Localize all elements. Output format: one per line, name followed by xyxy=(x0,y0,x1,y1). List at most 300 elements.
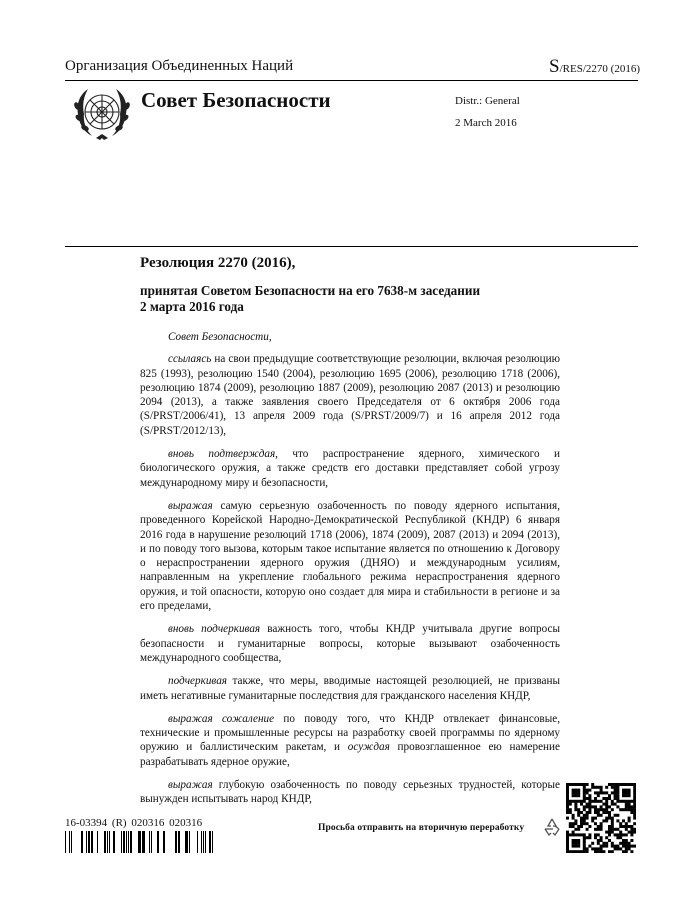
qr-module xyxy=(594,836,597,839)
qr-module xyxy=(622,850,625,853)
qr-module xyxy=(574,833,577,836)
qr-module xyxy=(566,786,569,789)
qr-module xyxy=(611,800,614,803)
qr-module xyxy=(569,808,572,811)
qr-module xyxy=(622,794,625,797)
qr-module xyxy=(597,794,600,797)
qr-module xyxy=(628,805,631,808)
qr-module xyxy=(616,800,619,803)
qr-module xyxy=(628,800,631,803)
qr-module xyxy=(566,789,569,792)
qr-module xyxy=(616,845,619,848)
qr-module xyxy=(588,811,591,814)
qr-module xyxy=(614,814,617,817)
qr-module xyxy=(622,789,625,792)
qr-module xyxy=(630,839,633,842)
qr-module xyxy=(583,783,586,786)
recycle-icon xyxy=(541,816,563,838)
barcode-bar xyxy=(175,831,177,853)
qr-module xyxy=(594,833,597,836)
resolution-title: Резолюция 2270 (2016), xyxy=(140,255,296,271)
qr-module xyxy=(605,842,608,845)
qr-module xyxy=(588,800,591,803)
qr-module xyxy=(608,794,611,797)
qr-module xyxy=(600,839,603,842)
qr-module xyxy=(625,850,628,853)
qr-module xyxy=(633,808,636,811)
qr-module xyxy=(611,825,614,828)
qr-module xyxy=(580,803,583,806)
qr-module xyxy=(622,842,625,845)
qr-module xyxy=(577,791,580,794)
qr-module xyxy=(574,803,577,806)
qr-module xyxy=(586,811,589,814)
qr-module xyxy=(622,791,625,794)
qr-module xyxy=(583,794,586,797)
qr-module xyxy=(622,825,625,828)
p6-text-b: провозглашенное ею намерение разрабатывать ядерное оружие, xyxy=(140,741,560,768)
qr-module xyxy=(619,833,622,836)
qr-module xyxy=(594,847,597,850)
qr-module xyxy=(597,814,600,817)
qr-module xyxy=(594,797,597,800)
qr-module xyxy=(616,814,619,817)
qr-module xyxy=(605,831,608,834)
qr-module xyxy=(614,791,617,794)
qr-module xyxy=(591,805,594,808)
qr-module xyxy=(597,839,600,842)
qr-module xyxy=(577,842,580,845)
qr-module xyxy=(600,828,603,831)
preamble-paragraph-3 xyxy=(140,499,560,613)
p3-lead: выражая xyxy=(168,499,213,512)
qr-module xyxy=(583,789,586,792)
qr-module xyxy=(611,783,614,786)
qr-module xyxy=(591,842,594,845)
qr-module xyxy=(628,845,631,848)
qr-module xyxy=(625,794,628,797)
p4-text: важность того, чтобы КНДР учитывала другие вопросы безопасности и гуманитарные вопросы, которые вызывают озабоченность международного сообщества, xyxy=(140,623,560,664)
p7-text: глубокую озабоченность по поводу серьезных трудностей, которые вынужден испытывать народ КНДР, xyxy=(140,779,560,806)
qr-module xyxy=(577,783,580,786)
qr-module xyxy=(602,842,605,845)
qr-module xyxy=(605,791,608,794)
qr-module xyxy=(591,783,594,786)
qr-module xyxy=(566,808,569,811)
qr-module xyxy=(600,847,603,850)
qr-module xyxy=(566,783,569,786)
barcode-bar xyxy=(203,831,204,853)
qr-module xyxy=(625,847,628,850)
qr-module xyxy=(572,814,575,817)
qr-module xyxy=(625,808,628,811)
qr-module xyxy=(580,825,583,828)
qr-module xyxy=(597,800,600,803)
qr-module xyxy=(608,839,611,842)
qr-module xyxy=(605,845,608,848)
qr-module xyxy=(622,833,625,836)
symbol-rest: /RES/2270 (2016) xyxy=(559,63,640,75)
qr-module xyxy=(572,845,575,848)
barcode-bar xyxy=(138,831,141,853)
qr-module xyxy=(628,803,631,806)
qr-module xyxy=(625,822,628,825)
qr-module xyxy=(583,817,586,820)
qr-module xyxy=(611,850,614,853)
qr-module xyxy=(633,783,636,786)
qr-module xyxy=(611,791,614,794)
qr-module xyxy=(577,794,580,797)
preamble-paragraph-4 xyxy=(140,622,560,665)
qr-module xyxy=(605,797,608,800)
barcode-bar xyxy=(88,831,90,853)
qr-module xyxy=(625,839,628,842)
qr-module xyxy=(577,800,580,803)
qr-module xyxy=(588,825,591,828)
qr-module xyxy=(633,786,636,789)
qr-module xyxy=(608,831,611,834)
qr-module xyxy=(602,819,605,822)
qr-module xyxy=(616,797,619,800)
qr-module xyxy=(630,800,633,803)
qr-module xyxy=(628,794,631,797)
barcode-bar xyxy=(205,831,206,853)
barcode-bar xyxy=(104,831,106,853)
qr-module xyxy=(614,786,617,789)
preamble-paragraph-2 xyxy=(140,447,560,490)
qr-module xyxy=(625,783,628,786)
qr-module xyxy=(566,800,569,803)
qr-module xyxy=(616,794,619,797)
qr-module xyxy=(608,811,611,814)
qr-module xyxy=(572,789,575,792)
qr-module xyxy=(583,814,586,817)
qr-module xyxy=(583,805,586,808)
qr-module xyxy=(577,808,580,811)
qr-module xyxy=(580,833,583,836)
qr-module xyxy=(566,842,569,845)
qr-module xyxy=(619,822,622,825)
qr-module xyxy=(597,850,600,853)
qr-module xyxy=(569,811,572,814)
qr-module xyxy=(580,850,583,853)
barcode-bar xyxy=(212,831,213,853)
qr-module xyxy=(600,836,603,839)
qr-module xyxy=(628,791,631,794)
qr-module xyxy=(583,808,586,811)
p2-text: , что распространение ядерного, химического и биологического оружия, а также средств его доставки представляет собой угрозу международному миру и безопасности, xyxy=(140,448,560,489)
barcode-bar xyxy=(65,831,66,853)
qr-module xyxy=(608,783,611,786)
qr-module xyxy=(625,833,628,836)
qr-module xyxy=(633,794,636,797)
qr-module xyxy=(583,847,586,850)
qr-module xyxy=(619,825,622,828)
qr-module xyxy=(594,817,597,820)
qr-module xyxy=(594,850,597,853)
qr-module xyxy=(586,797,589,800)
qr-module xyxy=(566,836,569,839)
qr-module xyxy=(574,822,577,825)
qr-module xyxy=(600,850,603,853)
qr-module xyxy=(597,791,600,794)
qr-module xyxy=(628,783,631,786)
qr-module xyxy=(569,825,572,828)
qr-module xyxy=(583,833,586,836)
qr-module xyxy=(611,819,614,822)
qr-module xyxy=(594,800,597,803)
qr-module xyxy=(616,836,619,839)
qr-module xyxy=(628,817,631,820)
qr-module xyxy=(608,850,611,853)
qr-module xyxy=(566,847,569,850)
p1-text: на свои предыдущие соответствующие резолюции, включая резолюцию 825 (1993), резолюцию 1540 (2004), резолюцию 1695 (2006), резолюцию 1718 (2006), резолюцию 1874 (2009), резолюцию 1887 (2009), резолюцию 2087 (2013) и резолюцию 2094 (2013), а также заявления своего Председателя от 6 октября 2006 года (S/PRST/2006/41), 13 апреля 2009 года (S/PRST/2009/7) и 16 апреля 2012 года (S/PRST/2012/13), xyxy=(140,353,560,437)
qr-module xyxy=(591,786,594,789)
qr-module xyxy=(625,800,628,803)
preamble-paragraph-6 xyxy=(140,712,560,769)
qr-module xyxy=(608,797,611,800)
qr-module xyxy=(625,828,628,831)
qr-code-icon xyxy=(566,783,636,853)
barcode-bar xyxy=(69,831,70,853)
qr-module xyxy=(586,836,589,839)
qr-module xyxy=(583,836,586,839)
qr-module xyxy=(619,831,622,834)
qr-module xyxy=(574,828,577,831)
qr-module xyxy=(605,817,608,820)
qr-module xyxy=(572,783,575,786)
qr-module xyxy=(574,839,577,842)
qr-module xyxy=(583,819,586,822)
qr-module xyxy=(600,805,603,808)
qr-module xyxy=(580,800,583,803)
qr-module xyxy=(628,789,631,792)
qr-module xyxy=(597,847,600,850)
qr-module xyxy=(614,797,617,800)
qr-module xyxy=(586,791,589,794)
qr-module xyxy=(614,847,617,850)
qr-module xyxy=(616,828,619,831)
qr-module xyxy=(630,825,633,828)
un-emblem-icon xyxy=(70,84,134,146)
qr-module xyxy=(577,814,580,817)
qr-module xyxy=(625,803,628,806)
qr-module xyxy=(600,791,603,794)
qr-module xyxy=(614,833,617,836)
qr-module xyxy=(625,842,628,845)
qr-module xyxy=(594,786,597,789)
qr-module xyxy=(608,814,611,817)
qr-module xyxy=(577,833,580,836)
qr-module xyxy=(616,833,619,836)
barcode-bar xyxy=(209,831,211,853)
qr-module xyxy=(608,833,611,836)
qr-module xyxy=(633,822,636,825)
qr-module xyxy=(583,791,586,794)
barcode-bar xyxy=(81,831,83,853)
qr-module xyxy=(572,831,575,834)
qr-module xyxy=(633,803,636,806)
p1-lead: ссылаясь xyxy=(168,353,212,366)
qr-module xyxy=(574,791,577,794)
qr-module xyxy=(633,800,636,803)
qr-module xyxy=(616,791,619,794)
barcode-bar xyxy=(130,831,132,853)
barcode-bar xyxy=(91,831,93,853)
qr-module xyxy=(569,800,572,803)
qr-module xyxy=(622,783,625,786)
qr-module xyxy=(628,808,631,811)
qr-module xyxy=(611,786,614,789)
qr-module xyxy=(591,819,594,822)
qr-module xyxy=(630,831,633,834)
qr-module xyxy=(633,828,636,831)
qr-module xyxy=(633,814,636,817)
qr-module xyxy=(602,797,605,800)
qr-module xyxy=(586,805,589,808)
qr-module xyxy=(630,783,633,786)
qr-module xyxy=(594,822,597,825)
barcode-bar xyxy=(126,831,127,853)
qr-module xyxy=(614,789,617,792)
qr-module xyxy=(588,808,591,811)
p3-text: самую серьезную озабоченность по поводу ядерного испытания, проведенного Корейской Народно-Демократической Республикой (КНДР) 6 января 2016 года в нарушение резолюций 1718 (2006), 1874 (2009), 2087 (2013) и 2094 (2013), и по поводу того вызова, которым такое испытание является по отношению к Договору о нераспространении ядерного оружия (ДНЯО) и международным усилиям, направленным на укрепление глобального режима нераспространения ядерного оружия, и той опасности, которую оно создает для мира и стабильности в регионе и за его пределами, xyxy=(140,499,560,613)
qr-module xyxy=(622,845,625,848)
qr-module xyxy=(588,803,591,806)
qr-module xyxy=(566,850,569,853)
barcode-bar xyxy=(107,831,108,853)
p5-lead: подчеркивая xyxy=(168,675,227,688)
barcode-bar xyxy=(163,831,165,853)
p4-lead: вновь подчеркивая xyxy=(168,623,261,636)
qr-module xyxy=(611,817,614,820)
qr-module xyxy=(611,831,614,834)
qr-module xyxy=(602,803,605,806)
qr-module xyxy=(586,783,589,786)
qr-module xyxy=(625,789,628,792)
qr-module xyxy=(574,805,577,808)
qr-module xyxy=(597,786,600,789)
qr-module xyxy=(572,825,575,828)
barcode-bar xyxy=(197,831,198,853)
qr-module xyxy=(628,819,631,822)
qr-module xyxy=(619,783,622,786)
qr-module xyxy=(577,850,580,853)
qr-module xyxy=(583,850,586,853)
qr-module xyxy=(630,828,633,831)
qr-module xyxy=(569,833,572,836)
qr-module xyxy=(580,817,583,820)
qr-module xyxy=(588,805,591,808)
qr-module xyxy=(619,847,622,850)
qr-module xyxy=(600,825,603,828)
qr-module xyxy=(619,836,622,839)
qr-module xyxy=(588,833,591,836)
adoption-line-1: принятая Советом Безопасности на его 7638-м заседании xyxy=(140,283,481,298)
qr-module xyxy=(605,800,608,803)
barcode-bar xyxy=(97,831,98,853)
qr-module xyxy=(608,805,611,808)
barcode-bar xyxy=(123,831,125,853)
qr-module xyxy=(583,786,586,789)
qr-module xyxy=(633,805,636,808)
qr-module xyxy=(591,847,594,850)
qr-module xyxy=(583,797,586,800)
qr-module xyxy=(600,814,603,817)
qr-module xyxy=(616,783,619,786)
qr-module xyxy=(577,825,580,828)
preamble-paragraph-7 xyxy=(140,778,560,807)
qr-module xyxy=(574,808,577,811)
qr-module xyxy=(622,819,625,822)
qr-module xyxy=(594,791,597,794)
qr-module xyxy=(622,839,625,842)
p6-text-a: по поводу того, что КНДР отвлекает финансовые, технические и промышленные ресурсы на разработку своей программы по ядерному оружию и баллистическим ракетам, и xyxy=(140,712,560,754)
qr-module xyxy=(572,794,575,797)
barcode-bar xyxy=(71,831,72,853)
qr-module xyxy=(577,839,580,842)
p2-lead: вновь подтверждая xyxy=(168,448,276,461)
qr-module xyxy=(611,808,614,811)
qr-module xyxy=(566,845,569,848)
qr-module xyxy=(586,814,589,817)
barcode-bar xyxy=(149,831,150,853)
qr-module xyxy=(577,845,580,848)
qr-module xyxy=(566,791,569,794)
qr-module xyxy=(600,800,603,803)
qr-module xyxy=(574,789,577,792)
qr-module xyxy=(605,786,608,789)
qr-module xyxy=(611,803,614,806)
title-rule xyxy=(65,246,638,247)
qr-module xyxy=(588,794,591,797)
qr-module xyxy=(616,819,619,822)
barcode-bar xyxy=(201,831,202,853)
qr-module xyxy=(633,817,636,820)
qr-module xyxy=(588,845,591,848)
qr-module xyxy=(628,831,631,834)
qr-module xyxy=(583,845,586,848)
document-date: 2 March 2016 xyxy=(455,117,517,129)
opening-line xyxy=(140,330,560,344)
qr-module xyxy=(577,811,580,814)
barcode-bar xyxy=(151,831,152,853)
qr-module xyxy=(572,833,575,836)
qr-module xyxy=(583,842,586,845)
barcode-bar xyxy=(157,831,159,853)
qr-module xyxy=(616,786,619,789)
qr-module xyxy=(625,845,628,848)
resolution-body xyxy=(140,330,560,816)
document-symbol xyxy=(549,56,640,78)
qr-module xyxy=(602,850,605,853)
qr-module xyxy=(611,828,614,831)
qr-module xyxy=(586,847,589,850)
p7-lead: выражая xyxy=(168,779,213,792)
qr-module xyxy=(572,817,575,820)
qr-module xyxy=(616,847,619,850)
adoption-line-2: 2 марта 2016 года xyxy=(140,299,244,314)
qr-module xyxy=(597,825,600,828)
qr-module xyxy=(569,803,572,806)
preamble-paragraph-1 xyxy=(140,352,560,438)
qr-module xyxy=(566,817,569,820)
qr-module xyxy=(597,808,600,811)
distribution: Distr.: General xyxy=(455,95,520,107)
qr-module xyxy=(622,800,625,803)
qr-module xyxy=(605,836,608,839)
symbol-prefix: S xyxy=(549,56,560,77)
